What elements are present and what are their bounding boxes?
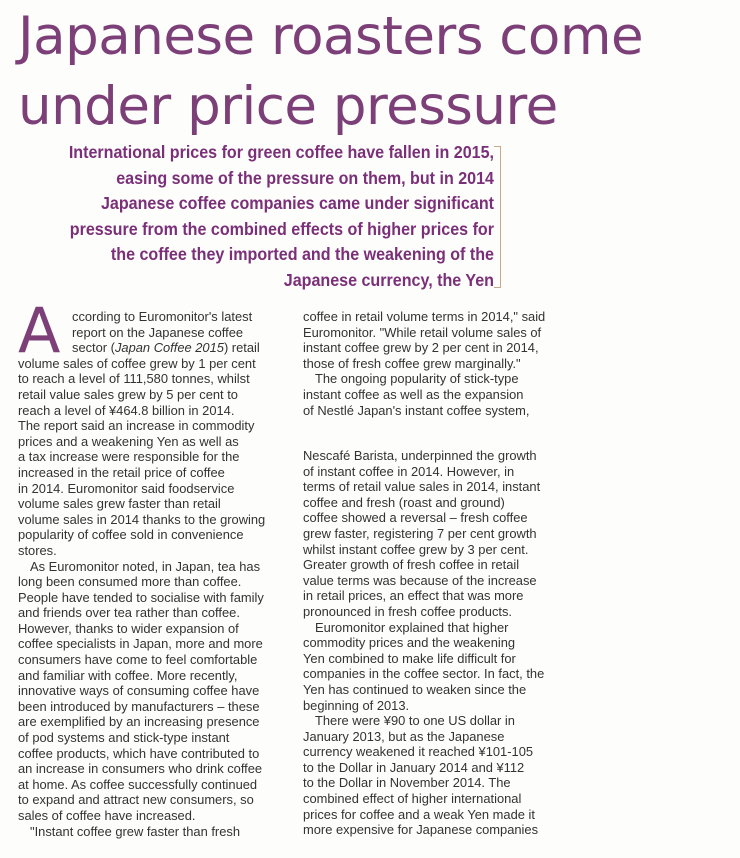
text-line: People have tended to socialise with family (18, 589, 264, 605)
text-line: beginning of 2013. (303, 697, 410, 713)
text-line: and friends over tea rather than coffee. (18, 605, 240, 621)
headline (18, 2, 733, 142)
text-line: are exemplified by an increasing presence (18, 714, 260, 730)
text-line: Euromonitor explained that higher (315, 619, 509, 635)
text-line: ccording to Euromonitor's latest (72, 309, 253, 324)
text-line: volume sales grew faster than retail (18, 496, 221, 512)
headline-line: under price pressure (18, 76, 558, 137)
body-column-right-top (303, 309, 553, 418)
body-column-left (18, 309, 280, 839)
text-line: There were ¥90 to one US dollar in (315, 713, 515, 729)
text-line: stores. (18, 542, 57, 558)
text-line: popularity of coffee sold in convenience (18, 527, 244, 543)
text-line: Nescafé Barista, underpinned the growth (303, 448, 537, 463)
text-line: at home. As coffee successfully continued (18, 776, 258, 792)
text-line: to the Dollar in January 2014 and ¥112 (303, 759, 525, 775)
text-line: coffee specialists in Japan, more and more (18, 636, 263, 652)
text-line: of Nestlé Japan's instant coffee system, (303, 402, 530, 418)
standfirst-line: the coffee they imported and the weakening of the (110, 244, 494, 264)
text-line: prices for coffee and a weak Yen made it (303, 806, 535, 822)
text-line: an increase in consumers who drink coffee (18, 761, 263, 777)
text-line: sales of coffee have increased. (18, 808, 196, 823)
text-line: consumers have come to feel comfortable (18, 652, 258, 668)
text-line: currency weakened it reached ¥101-105 (303, 744, 534, 760)
text-line: Greater growth of fresh coffee in retail (303, 557, 520, 573)
text-line: report on the Japanese coffee (72, 324, 244, 340)
text-line: coffee showed a reversal – fresh coffee (303, 510, 528, 526)
text-line: January 2013, but as the Japanese (303, 728, 505, 744)
text-line: terms of retail value sales in 2014, instant (303, 479, 541, 495)
text-line: to expand and attract new consumers, so (18, 792, 254, 808)
standfirst-line: pressure from the combined effects of higher prices for (69, 218, 494, 239)
text-line: Yen has continued to weaken since the (303, 681, 527, 697)
text-line: The report said an increase in commodity (18, 418, 255, 434)
text-line: more expensive for Japanese companies (303, 822, 539, 838)
text-line: those of fresh coffee grew marginally." (303, 355, 521, 371)
text-line: instant coffee grew by 2 per cent in 2014, (303, 340, 539, 356)
text-line: value terms was because of the increase (303, 572, 537, 588)
text-line: sector (Japan Coffee 2015) retail (72, 340, 260, 356)
text-line: "Instant coffee grew faster than fresh (30, 823, 240, 839)
report-title: Japan Coffee 2015 (114, 340, 224, 356)
standfirst-line: easing some of the pressure on them, but in 2014 (116, 167, 495, 188)
text-line: long been consumed more than coffee. (18, 574, 242, 590)
standfirst (55, 140, 494, 293)
text-line: Yen combined to make life difficult for (303, 650, 516, 666)
headline-line: Japanese roasters come (18, 6, 644, 67)
text-line: increased in the retail price of coffee (18, 464, 225, 480)
text-line: of instant coffee in 2014. However, in (303, 463, 515, 479)
text-line: volume sales in 2014 thanks to the growing (18, 511, 266, 527)
text-line: to the Dollar in November 2014. The (303, 775, 511, 791)
text-line: prices and a weakening Yen as well as (18, 433, 239, 449)
text-line: and familiar with coffee. More recently, (18, 667, 238, 683)
text-line: in retail prices, an effect that was more (303, 588, 524, 604)
standfirst-bracket (494, 146, 501, 288)
body-column-right-bottom (303, 448, 553, 838)
text-line: companies in the coffee sector. In fact, the (303, 666, 545, 682)
text-line: whilst instant coffee grew by 3 per cent. (303, 541, 529, 557)
text-line: reach a level of ¥464.8 billion in 2014. (18, 402, 235, 418)
text-line: grew faster, registering 7 per cent growth (303, 525, 537, 541)
text-line: innovative ways of consuming coffee have (18, 683, 260, 699)
text-line: combined effect of higher international (303, 791, 522, 807)
text-line: However, thanks to wider expansion of (18, 620, 239, 636)
text-line: a tax increase were responsible for the (18, 449, 240, 465)
text-line: coffee in retail volume terms in 2014," said (303, 309, 546, 324)
text-line: pronounced in fresh coffee products. (303, 603, 513, 619)
text-line: coffee products, which have contributed to (18, 745, 260, 761)
text-line: volume sales of coffee grew by 1 per cent (18, 355, 256, 371)
text-line: to reach a level of 111,580 tonnes, whilst (18, 371, 250, 387)
text-line: The ongoing popularity of stick-type (315, 371, 519, 387)
standfirst-line: Japanese currency, the Yen (283, 269, 494, 290)
text-line: coffee and fresh (roast and ground) (303, 494, 505, 510)
drop-cap: A (18, 294, 61, 367)
text-line: retail value sales grew by 5 per cent to (18, 386, 238, 402)
standfirst-line: Japanese coffee companies came under significant (100, 193, 494, 213)
text-line: commodity prices and the weakening (303, 635, 516, 651)
text-line: As Euromonitor noted, in Japan, tea has (30, 558, 261, 574)
text-line: of pod systems and stick-type instant (18, 730, 230, 746)
text-line: Euromonitor. "While retail volume sales of (303, 324, 542, 340)
text-line: instant coffee as well as the expansion (303, 386, 524, 402)
text-line: in 2014. Euromonitor said foodservice (18, 480, 235, 496)
text-line: been introduced by manufacturers – these (18, 698, 260, 714)
standfirst-line: International prices for green coffee have fallen in 2015, (68, 142, 494, 162)
